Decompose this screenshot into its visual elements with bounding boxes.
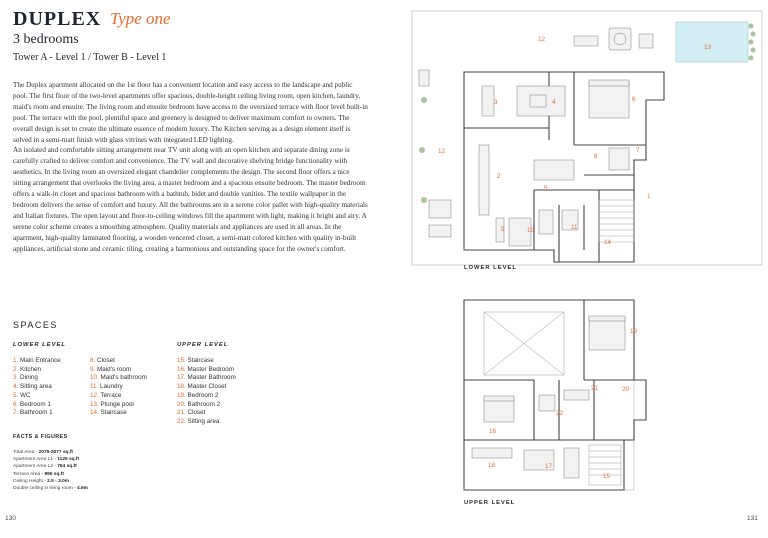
fact-item: Terrace Area - 990 sq.ft: [13, 471, 64, 477]
room-number: 14: [604, 239, 612, 246]
lower-level-plan: [412, 11, 762, 265]
room-number: 2: [497, 173, 501, 180]
room-number: 18: [488, 462, 496, 469]
list-item: 8. Closet: [90, 357, 115, 364]
list-item: 22. Sitting area: [177, 417, 220, 425]
list-item: 14. Staircase: [90, 409, 127, 417]
list-item: 5. WC: [13, 391, 31, 399]
description: [13, 80, 368, 255]
room-number: 19: [630, 328, 638, 335]
right-page: [384, 0, 768, 538]
room-number: 16: [489, 428, 497, 435]
room-number: 17: [545, 463, 553, 470]
fact-item: Total Area - 2075-2077 sq.ft: [13, 450, 74, 455]
room-number: 8: [594, 153, 598, 160]
upper-level-plan: [464, 300, 646, 490]
lower-spaces-list-1: [13, 357, 61, 418]
upper-level-heading: UPPER LEVEL: [177, 342, 229, 348]
list-item: 10. Maid's bathroom: [90, 374, 147, 382]
room-number: 10: [527, 227, 535, 234]
room-number: 11: [571, 224, 578, 231]
page-title: DUPLEX: [13, 8, 102, 30]
double-height-void: [484, 312, 564, 375]
room-number: 13: [704, 44, 712, 51]
room-number: 12: [538, 36, 546, 43]
list-item: 7. Bathroom 1: [13, 409, 53, 417]
list-item: 16. Master Bedroom: [177, 365, 235, 373]
room-number: 22: [556, 410, 564, 417]
floor-plan-drawing: [384, 0, 768, 538]
room-number: 15: [603, 473, 611, 480]
room-number: 9: [501, 226, 505, 233]
lower-level-heading: LOWER LEVEL: [13, 342, 66, 348]
list-item: 17. Master Bathroom: [177, 374, 236, 382]
room-number: 20: [622, 386, 630, 393]
list-item: 4. Sitting area: [13, 383, 52, 391]
room-number: 6: [632, 96, 636, 103]
list-item: 18. Master Closet: [177, 383, 227, 391]
list-item: 21. Closet: [177, 409, 206, 417]
bedrooms-subtitle: 3 bedrooms: [13, 32, 79, 47]
room-number: 21: [591, 385, 599, 392]
lower-level-label: LOWER LEVEL: [464, 265, 517, 271]
fact-item: Apartment Area L2 - 764 sq.ft: [13, 464, 77, 470]
upper-spaces-list: [177, 357, 236, 427]
room-number: 5: [544, 185, 548, 192]
list-item: 19. Bedroom 2: [177, 391, 219, 399]
list-item: 2. Kitchen: [13, 365, 42, 373]
room-number: 7: [636, 147, 640, 154]
list-item: 1. Main Entrance: [13, 357, 61, 364]
facts-list: [13, 449, 88, 492]
page-number-left: 130: [5, 515, 16, 522]
fact-item: Double ceiling in living room - 4.6m: [13, 486, 88, 492]
upper-furniture: [472, 316, 625, 478]
room-number: 3: [494, 99, 498, 106]
description-paragraph-2: An isolated and comfortable sitting arrangement near TV unit along with an open kitchen and separate dining zone is carefully crafted to deliver comfort and convenience. The TV wall and decorative shelving bridge functionality with aesthetics. In the living room an oversized elegant chandelier complements the design. The second floor offers a nice sitting arrangement that overlooks the living area, a master bedroom and a spacious ensuite bedroom. The master bedroom offers a walk-in closet and spacious bathroom with a bathtub, bidet and double vanities. The textile wallpaper in the bedroom delivers the sense of comfort and luxury. All the bathrooms are in a serene color pallet with high-quality materials and Italian fixtures. The open layout and floor-to-ceiling windows fill the apartment with light, making it bright and airy. A serene color scheme creates a smoothing atmosphere. Quality materials and appliances are used in all areas. In the apartment, high-quality laminated flooring, a wooden vencered closet, a semi-matt colored kitchen with quality in-built appliances, artificial stone and ceramic tiling, creating a harmonious and outstanding space for the owner's comfort.: [13, 146, 368, 253]
lower-spaces-list-2: [90, 357, 147, 418]
room-number: 12: [438, 148, 446, 155]
type-label: Type one: [110, 9, 171, 28]
room-number: 4: [552, 99, 556, 106]
list-item: 6. Bedroom 1: [13, 400, 51, 408]
fact-item: Ceiling Height - 2.5 - 3.0m: [13, 478, 70, 484]
lower-staircase: [599, 200, 634, 242]
tower-level: Tower A - Level 1 / Tower B - Level 1: [13, 52, 167, 63]
list-item: 11. Laundry: [90, 383, 123, 391]
description-paragraph-1: The Duplex apartment allocated on the 1st floor has a convenient location and easy access to the landscape and public pool. The first floor of the two-level apartments offer spacious, double-height ceiling living room, open kitchen, laundry, maid's room and ensuite. The living room and ensuite bedroom have access to the oversized terrace with floor level built-in pool. The terrace with the pool, plentiful space and greenery is designed to deliver maximum comfort to owners. The overall design is set to create the ultimate essence of modern luxury. The Kitchen serving as a design element itself is solved in a semi-matt finish with glass vitrines with integrated LED lighting.: [13, 81, 368, 144]
facts-heading: FACTS & FIGURES: [13, 434, 68, 440]
list-item: 20. Bathroom 2: [177, 400, 221, 408]
list-item: 13. Plunge pool: [90, 400, 134, 408]
page-number-right: 131: [747, 515, 758, 522]
spaces-heading: SPACES: [13, 320, 58, 330]
fact-item: Apartment Area L1 - 1125 sq.ft: [13, 457, 80, 463]
list-item: 15. Staircase: [177, 357, 214, 364]
plunge-pool: [676, 22, 748, 62]
room-number: 1: [647, 193, 651, 200]
upper-level-label: UPPER LEVEL: [464, 500, 516, 506]
list-item: 12. Terrace: [90, 391, 122, 399]
list-item: 9. Maid's room: [90, 365, 132, 373]
list-item: 3. Dining: [13, 374, 38, 382]
terrace-furniture: [419, 28, 653, 237]
